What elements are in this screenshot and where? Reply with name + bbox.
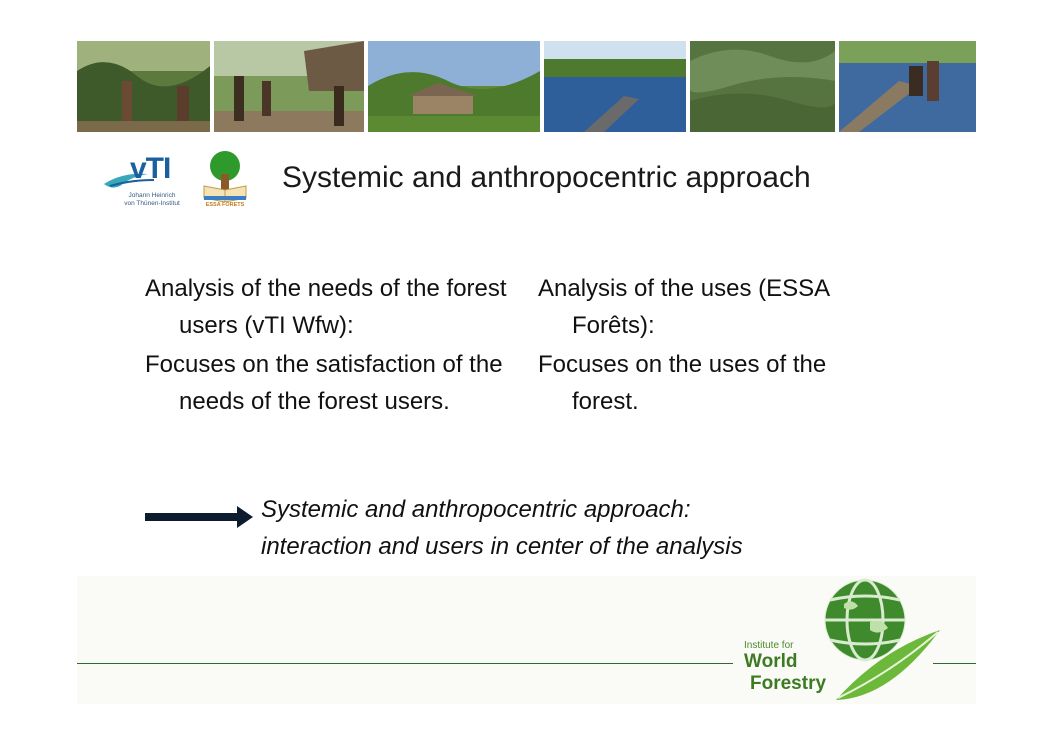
institute-world-forestry-logo: [740, 578, 940, 704]
forest-canopy-photo: [690, 41, 835, 132]
vti-subtitle-line2: von Thünen-Institut: [124, 200, 180, 207]
left-point-1: Analysis of the needs of the forest users (vTI Wfw):: [145, 275, 507, 339]
slide-title: Systemic and anthropocentric approach: [282, 161, 811, 194]
tree-book-icon: [200, 150, 250, 202]
right-point-1: Analysis of the uses (ESSA Forêts):: [538, 275, 829, 339]
canoe-river-photo: [839, 41, 976, 132]
vti-subtitle: [116, 192, 188, 208]
arrow-right-icon: [145, 505, 255, 529]
conclusion-line-1: Systemic and anthropocentric approach:: [261, 496, 691, 523]
essa-forets-logo: [200, 150, 250, 210]
village-huts-photo: [368, 41, 540, 132]
left-column: [145, 270, 520, 422]
right-point-2: Focuses on the uses of the forest.: [538, 351, 827, 415]
footer-divider-left: [77, 663, 733, 664]
essa-caption: ESSA FORETS: [205, 202, 245, 208]
conclusion-line-2: interaction and users in center of the analysis: [261, 533, 743, 560]
iwf-forestry: Forestry: [750, 673, 827, 694]
forest-people-photo: [77, 41, 210, 132]
vti-subtitle-line1: Johann Heinrich: [128, 192, 176, 199]
photo-banner: [77, 41, 976, 132]
vti-mark: vTI: [130, 152, 171, 185]
iwf-world: World: [744, 651, 798, 672]
conclusion-text: [261, 491, 743, 565]
village-people-photo: [214, 41, 364, 132]
left-point-2: Focuses on the satisfaction of the needs of the forest users.: [145, 351, 503, 415]
vti-logo: [102, 152, 186, 210]
right-column: [538, 270, 878, 422]
river-canoe-photo: [544, 41, 686, 132]
iwf-institute-for: Institute for: [744, 640, 794, 651]
